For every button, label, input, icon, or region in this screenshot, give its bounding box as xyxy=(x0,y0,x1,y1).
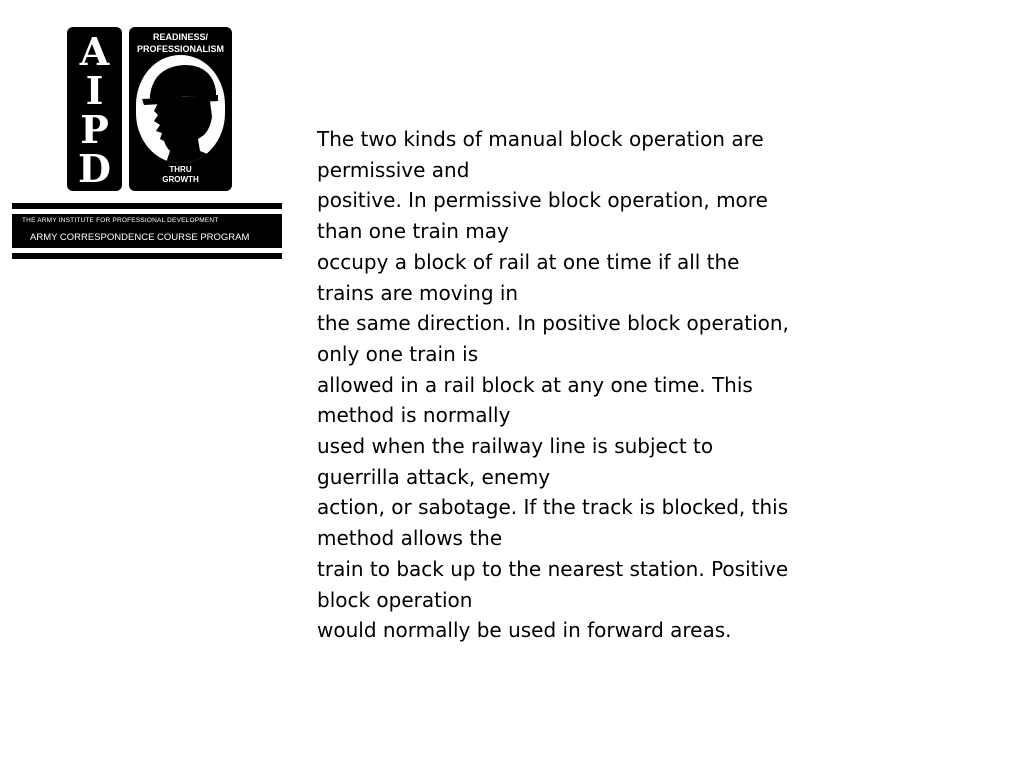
body-line: guerrilla attack, enemy xyxy=(317,464,551,489)
body-line: positive. In permissive block operation, more xyxy=(317,188,768,213)
body-line: occupy a block of rail at one time if all the xyxy=(317,249,740,274)
logo-letter-d: D xyxy=(78,146,111,191)
body-line: the same direction. In positive block operation, xyxy=(317,311,789,336)
emblem-bottom-line1: THRU xyxy=(169,165,192,174)
body-line: permissive and xyxy=(317,157,470,182)
body-line: The two kinds of manual block operation are xyxy=(317,127,764,151)
body-line: only one train is xyxy=(317,341,479,366)
body-line: would normally be used in forward areas. xyxy=(317,618,732,643)
program-name: ARMY CORRESPONDENCE COURSE PROGRAM xyxy=(30,232,250,243)
soldier-silhouette-icon xyxy=(136,55,225,163)
logo-letter-i: I xyxy=(85,68,104,113)
emblem-motto-bottom xyxy=(129,165,232,185)
logo-rule-bottom xyxy=(12,253,282,259)
body-line: trains are moving in xyxy=(317,280,519,305)
body-line: block operation xyxy=(317,587,473,612)
body-line: allowed in a rail block at any one time. This xyxy=(317,372,753,397)
body-line: used when the railway line is subject to xyxy=(317,434,714,459)
emblem-top-line2: PROFESSIONALISM xyxy=(136,44,224,54)
aipd-logo xyxy=(12,26,282,262)
body-line: action, or sabotage. If the track is blocked, this xyxy=(317,495,789,520)
body-line: method is normally xyxy=(317,403,511,428)
emblem-motto-top xyxy=(129,31,232,55)
logo-letter-a: A xyxy=(79,29,110,74)
logo-emblem xyxy=(129,27,232,191)
body-line: than one train may xyxy=(317,219,509,244)
logo-letters-panel xyxy=(67,27,122,191)
body-line: method allows the xyxy=(317,526,503,551)
logo-letter-p: P xyxy=(80,107,109,152)
emblem-bottom-line2: GROWTH xyxy=(162,175,199,184)
body-line: train to back up to the nearest station. Positive xyxy=(317,556,789,581)
logo-rule-top xyxy=(12,203,282,209)
emblem-top-line1: READINESS/ xyxy=(152,32,208,42)
body-paragraph xyxy=(317,124,817,646)
institute-name: THE ARMY INSTITUTE FOR PROFESSIONAL DEVELOPMENT xyxy=(22,217,219,224)
